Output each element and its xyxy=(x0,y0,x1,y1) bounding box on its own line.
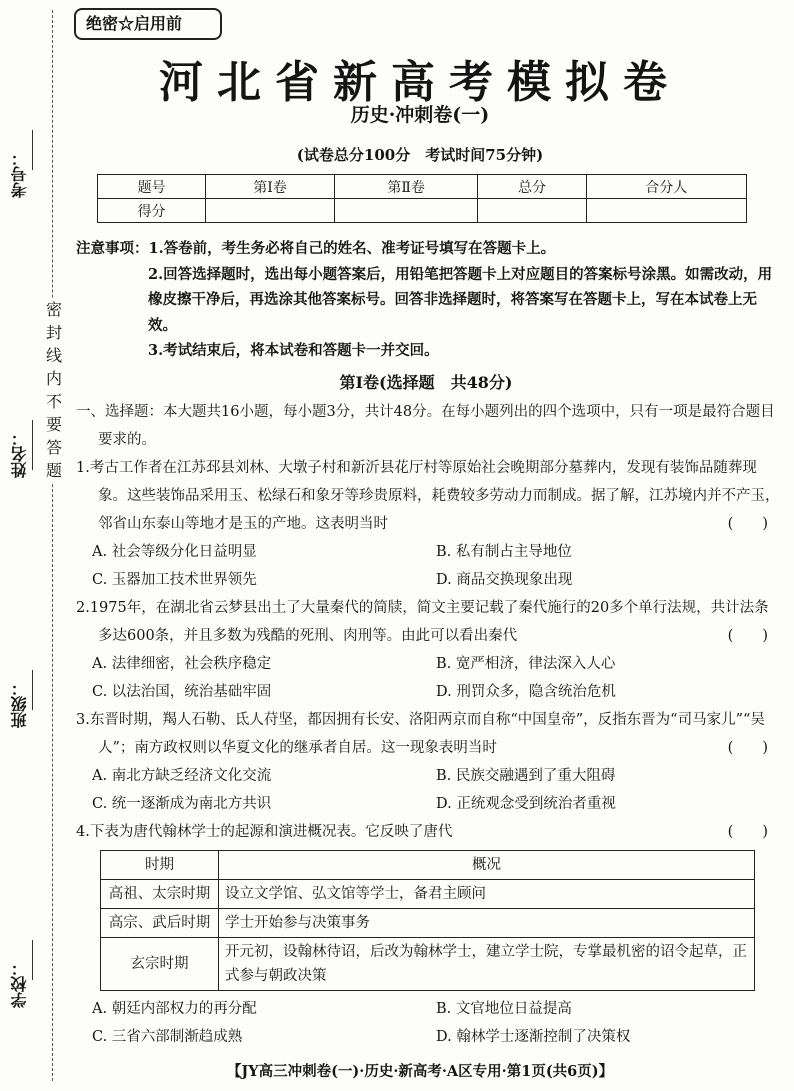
exam-no-field xyxy=(8,150,52,260)
table-cell: 玄宗时期 xyxy=(101,938,219,991)
option-c: C. 玉器加工技术世界领先 xyxy=(92,572,257,588)
seal-char: 内 xyxy=(45,369,62,388)
score-cell[interactable] xyxy=(586,199,746,223)
page-title: 河北省新高考模拟卷 xyxy=(159,57,681,108)
option-c: C. 三省六部制渐趋成熟 xyxy=(92,1029,243,1045)
question-stem xyxy=(76,706,780,762)
table-cell: 开元初，设翰林待诏，后改为翰林学士，建立学士院，专掌最机密的诏令起草，正式参与朝政决策 xyxy=(219,938,755,991)
score-header-cell: 题号 xyxy=(98,175,206,199)
option-b: B. 文官地位日益提高 xyxy=(436,1001,572,1017)
school-label: 学校： xyxy=(10,960,29,1008)
table-cell: 高祖、太宗时期 xyxy=(101,880,219,909)
seal-char: 要 xyxy=(45,415,62,434)
table-header-cell: 概况 xyxy=(219,851,755,880)
option-b: B. 民族交融遇到了重大阻碍 xyxy=(436,768,616,784)
school-line xyxy=(32,940,33,980)
score-header-cell: 第Ⅱ卷 xyxy=(334,175,478,199)
score-header-row xyxy=(98,175,747,199)
exam-no-line xyxy=(32,130,33,170)
class-line xyxy=(32,670,33,710)
instruction: 一、选择题：本大题共16小题，每小题3分，共计48分。在每小题列出的四个选项中，只有一项是最符合题目要求的。 xyxy=(76,404,775,448)
options xyxy=(76,650,780,706)
page-footer: 【JY高三冲刺卷(一)·历史·新高考·A区专用·第1页(共6页)】 xyxy=(226,1063,614,1080)
question-1 xyxy=(76,454,780,594)
answer-paren: ( ) xyxy=(727,628,768,644)
tang-table xyxy=(100,850,755,991)
school-field xyxy=(8,960,52,1070)
stem-text: 1.考古工作者在江苏邳县刘林、大墩子村和新沂县花厅村等原始社会晚期部分墓葬内，发现有装饰品随葬现象。这些装饰品采用玉、松绿石和象牙等珍贵原料，耗费较多劳动力而制成。据了解，江苏境内并不产玉，邻省山东泰山等地才是玉的产地。这表明当时 xyxy=(76,460,780,532)
class-label: 班级： xyxy=(10,680,29,728)
table-cell: 高宗、武后时期 xyxy=(101,909,219,938)
seal-char: 线 xyxy=(45,346,62,365)
questions xyxy=(76,398,780,1051)
name-line xyxy=(32,420,33,470)
class-field xyxy=(8,680,52,790)
seal-line xyxy=(52,10,53,1081)
notes-head: 注意事项： xyxy=(76,240,149,257)
question-stem xyxy=(76,594,780,650)
answer-paren: ( ) xyxy=(727,824,768,840)
table-row xyxy=(101,938,755,991)
question-4 xyxy=(76,818,780,1051)
seal-char: 封 xyxy=(45,323,62,342)
exam-no-label: 考号： xyxy=(10,150,29,198)
seal-char: 密 xyxy=(45,300,62,319)
answer-paren: ( ) xyxy=(727,516,768,532)
option-d: D. 刑罚众多，隐含统治危机 xyxy=(436,684,616,700)
note-item xyxy=(76,236,776,262)
section-title: 第Ⅰ卷(选择题 共48分) xyxy=(339,373,513,392)
score-cell[interactable] xyxy=(334,199,478,223)
option-a: A. 法律细密，社会秩序稳定 xyxy=(92,656,272,672)
paper-subtitle: 历史·冲刺卷(一) xyxy=(350,104,490,126)
options xyxy=(76,538,780,594)
notes xyxy=(76,236,776,364)
confidential-stamp: 绝密☆启用前 xyxy=(74,8,222,40)
seal-text xyxy=(44,298,64,482)
score-header-cell: 第Ⅰ卷 xyxy=(206,175,335,199)
binding-strip xyxy=(0,0,70,1091)
option-a: A. 社会等级分化日益明显 xyxy=(92,544,257,560)
table-row xyxy=(101,909,755,938)
stem-text: 3.东晋时期，羯人石勒、氐人苻坚，都因拥有长安、洛阳两京而自称“中国皇帝”，反指东晋为“司马家儿”“吴人”；南方政权则以华夏文化的继承者自居。这一现象表明当时 xyxy=(76,712,765,756)
score-table xyxy=(97,174,747,223)
stem-text: 4.下表为唐代翰林学士的起源和演进概况表。它反映了唐代 xyxy=(76,824,453,840)
seal-char: 答 xyxy=(45,438,62,457)
stem-text: 2.1975年，在湖北省云梦县出土了大量秦代的简牍，简文主要记载了秦代施行的20多个单行法规，共计法条多达600条，并且多数为残酷的死刑、肉刑等。由此可以看出秦代 xyxy=(76,600,769,644)
score-cell[interactable] xyxy=(478,199,586,223)
table-header-cell: 时期 xyxy=(101,851,219,880)
option-b: B. 宽严相济，律法深入人心 xyxy=(436,656,616,672)
table-header-row xyxy=(101,851,755,880)
exam-info: (试卷总分100分 考试时间75分钟) xyxy=(296,146,544,164)
option-b: B. 私有制占主导地位 xyxy=(436,544,572,560)
table-row xyxy=(101,880,755,909)
name-label: 姓名： xyxy=(10,430,29,478)
option-d: D. 翰林学士逐渐控制了决策权 xyxy=(436,1029,631,1045)
score-row-label: 得分 xyxy=(98,199,206,223)
option-c: C. 统一逐渐成为南北方共识 xyxy=(92,796,272,812)
answer-paren: ( ) xyxy=(727,740,768,756)
option-d: D. 商品交换现象出现 xyxy=(436,572,573,588)
question-3 xyxy=(76,706,780,818)
note-item: 2.回答选择题时，选出每小题答案后，用铅笔把答题卡上对应题目的答案标号涂黑。如需改动，用橡皮擦干净后，再选涂其他答案标号。回答非选择题时，将答案写在答题卡上，写在本试卷上无效。 xyxy=(148,265,773,334)
question-stem xyxy=(76,454,780,538)
option-a: A. 朝廷内部权力的再分配 xyxy=(92,1001,257,1017)
seal-char: 不 xyxy=(45,392,62,411)
options xyxy=(76,995,780,1051)
score-header-cell: 总分 xyxy=(478,175,586,199)
table-cell: 学士开始参与决策事务 xyxy=(219,909,755,938)
note-text: 1.答卷前，考生务必将自己的姓名、准考证号填写在答题卡上。 xyxy=(148,240,556,257)
option-a: A. 南北方缺乏经济文化交流 xyxy=(92,768,272,784)
note-item: 3.考试结束后，将本试卷和答题卡一并交回。 xyxy=(148,342,439,359)
option-d: D. 正统观念受到统治者重视 xyxy=(436,796,616,812)
score-cell[interactable] xyxy=(206,199,335,223)
score-row xyxy=(98,199,747,223)
option-c: C. 以法治国，统治基础牢固 xyxy=(92,684,272,700)
table-cell: 设立文学馆、弘文馆等学士，备君主顾问 xyxy=(219,880,755,909)
question-stem xyxy=(76,818,780,846)
seal-char: 题 xyxy=(45,461,62,480)
options xyxy=(76,762,780,818)
score-header-cell: 合分人 xyxy=(586,175,746,199)
question-2 xyxy=(76,594,780,706)
